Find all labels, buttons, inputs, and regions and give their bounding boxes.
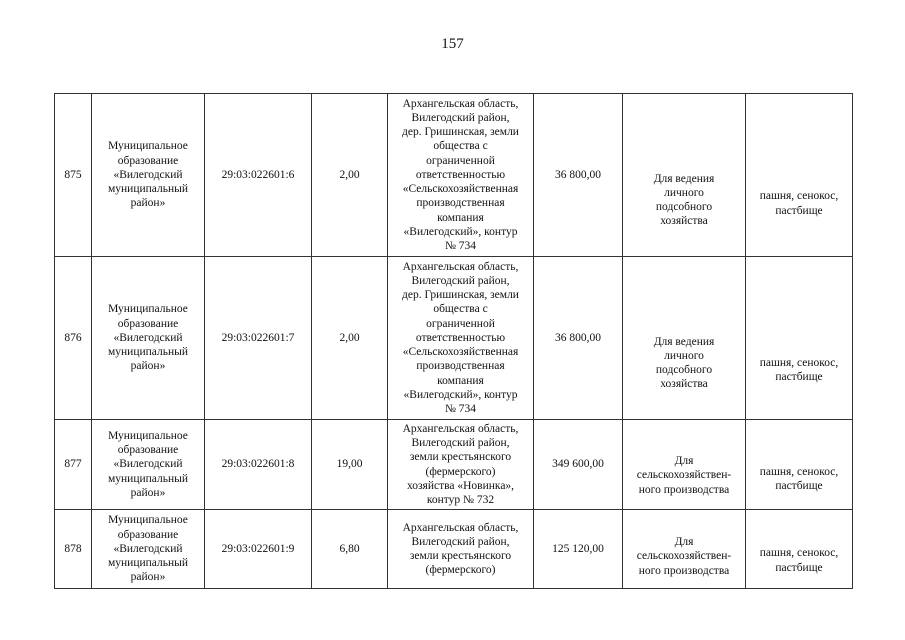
owner-cell-line: «Вилегодский (113, 542, 183, 555)
owner-cell-line: образование (117, 528, 179, 541)
purpose-cell-line: сельскохозяйствен- (636, 550, 732, 563)
purpose-cell-line: хозяйства (660, 215, 708, 228)
cadastral-number: 29:03:022601:8 (205, 420, 312, 510)
location-cell-line: производственная (416, 197, 505, 210)
row-number: 877 (55, 420, 92, 510)
price-value: 349 600,00 (534, 420, 623, 510)
price-value: 36 800,00 (534, 257, 623, 420)
owner-cell-line: муниципальный (107, 183, 189, 196)
owner-cell-line: район» (130, 360, 166, 373)
purpose-cell (623, 257, 746, 420)
area-value: 6,80 (312, 510, 388, 589)
location-cell-line: компания (437, 211, 484, 224)
land-use-cell-line: пастбище (775, 204, 823, 217)
location-cell-line: № 734 (444, 239, 477, 252)
price-value: 36 800,00 (534, 94, 623, 257)
cadastral-number: 29:03:022601:9 (205, 510, 312, 589)
price-value: 125 120,00 (534, 510, 623, 589)
location-cell-line: земли крестьянского (409, 451, 512, 464)
land-use-cell-line: пашня, сенокос, (759, 465, 839, 478)
location-cell-line: «Сельскохозяйственная (402, 346, 519, 359)
land-use-cell (746, 420, 853, 510)
row-number: 875 (55, 94, 92, 257)
owner-cell-line: Муниципальное (108, 303, 188, 316)
location-cell (388, 94, 534, 257)
location-cell-line: компания (437, 374, 484, 387)
purpose-cell-line: Для ведения (653, 335, 715, 348)
land-plots-table (54, 93, 853, 589)
owner-cell-line: муниципальный (107, 346, 189, 359)
land-use-cell (746, 257, 853, 420)
location-cell-line: Архангельская область, (402, 260, 519, 273)
purpose-cell-line: подсобного (655, 364, 713, 376)
owner-cell-line: муниципальный (107, 472, 189, 485)
location-cell-line: общества с (433, 140, 488, 153)
purpose-cell-line: Для (674, 536, 694, 549)
owner-cell-line: образование (117, 444, 179, 457)
land-use-cell-line: пастбище (775, 371, 823, 383)
location-cell-line: «Вилегодский», контур (403, 225, 518, 238)
owner-cell-line: Муниципальное (108, 429, 188, 442)
purpose-cell-line: личного (664, 186, 704, 199)
owner-cell-line: муниципальный (107, 557, 189, 570)
area-value: 19,00 (312, 420, 388, 510)
purpose-cell-line: Для ведения (653, 172, 715, 185)
purpose-cell-line: ного производства (638, 564, 730, 577)
location-cell (388, 510, 534, 589)
location-cell-line: Вилегодский район, (411, 535, 510, 548)
location-cell-line: Архангельская область, (402, 422, 519, 435)
location-cell-line: Вилегодский район, (411, 437, 510, 450)
owner-cell-line: Муниципальное (108, 514, 188, 527)
location-cell-line: земли крестьянского (409, 550, 512, 562)
location-cell-line: дер. Гришинская, земли (402, 126, 519, 139)
owner-cell-line: «Вилегодский (113, 331, 183, 344)
area-value: 2,00 (312, 257, 388, 420)
row-number: 876 (55, 257, 92, 420)
purpose-cell-line: ного производства (638, 483, 730, 496)
purpose-cell-line: подсобного (655, 201, 713, 213)
location-cell-line: «Сельскохозяйственная (402, 183, 519, 196)
owner-cell (92, 257, 205, 420)
land-use-cell-line: пашня, сенокос, (759, 356, 839, 369)
owner-cell-line: «Вилегодский (113, 168, 183, 181)
purpose-cell (623, 94, 746, 257)
purpose-cell-line: хозяйства (660, 378, 708, 391)
owner-cell-line: Муниципальное (108, 140, 188, 153)
area-value: 2,00 (312, 94, 388, 257)
land-use-cell-line: пашня, сенокос, (759, 547, 839, 560)
owner-cell-line: образование (117, 317, 179, 330)
table-body (55, 94, 853, 589)
owner-cell-line: район» (130, 486, 166, 499)
location-cell-line: хозяйства «Новинка», (406, 479, 515, 492)
location-cell-line: дер. Гришинская, земли (402, 289, 519, 302)
table-row (55, 420, 853, 510)
location-cell-line: (фермерского) (425, 465, 496, 478)
location-cell-line: Архангельская область, (402, 97, 519, 110)
owner-cell (92, 420, 205, 510)
page-number: 157 (441, 36, 464, 52)
table-row (55, 94, 853, 257)
location-cell-line: Вилегодский район, (411, 275, 510, 288)
location-cell-line: Архангельская область, (402, 521, 519, 534)
owner-cell-line: «Вилегодский (113, 458, 183, 471)
owner-cell (92, 94, 205, 257)
location-cell-line: ответственностью (415, 168, 506, 181)
location-cell (388, 257, 534, 420)
owner-cell-line: район» (130, 197, 166, 210)
land-use-cell (746, 510, 853, 589)
purpose-cell (623, 420, 746, 510)
table-row (55, 510, 853, 589)
location-cell-line: № 734 (444, 402, 477, 415)
location-cell-line: ограниченной (426, 317, 495, 330)
purpose-cell-line: личного (664, 349, 704, 362)
owner-cell-line: район» (130, 571, 166, 584)
cadastral-number: 29:03:022601:7 (205, 257, 312, 420)
location-cell-line: (фермерского) (425, 564, 496, 577)
purpose-cell-line: сельскохозяйствен- (636, 469, 732, 482)
owner-cell (92, 510, 205, 589)
location-cell-line: Вилегодский район, (411, 112, 510, 125)
location-cell-line: ответственностью (415, 331, 506, 344)
land-use-cell (746, 94, 853, 257)
location-cell-line: контур № 732 (426, 493, 495, 506)
location-cell-line: общества с (433, 303, 488, 316)
owner-cell-line: образование (117, 154, 179, 167)
location-cell (388, 420, 534, 510)
location-cell-line: производственная (416, 360, 505, 373)
land-use-cell-line: пашня, сенокос, (759, 190, 839, 203)
purpose-cell (623, 510, 746, 589)
table-row (55, 257, 853, 420)
purpose-cell-line: Для (674, 455, 694, 468)
location-cell-line: ограниченной (426, 154, 495, 167)
land-use-cell-line: пастбище (775, 480, 823, 492)
cadastral-number: 29:03:022601:6 (205, 94, 312, 257)
location-cell-line: «Вилегодский», контур (403, 388, 518, 401)
row-number: 878 (55, 510, 92, 589)
land-use-cell-line: пастбище (775, 561, 823, 574)
